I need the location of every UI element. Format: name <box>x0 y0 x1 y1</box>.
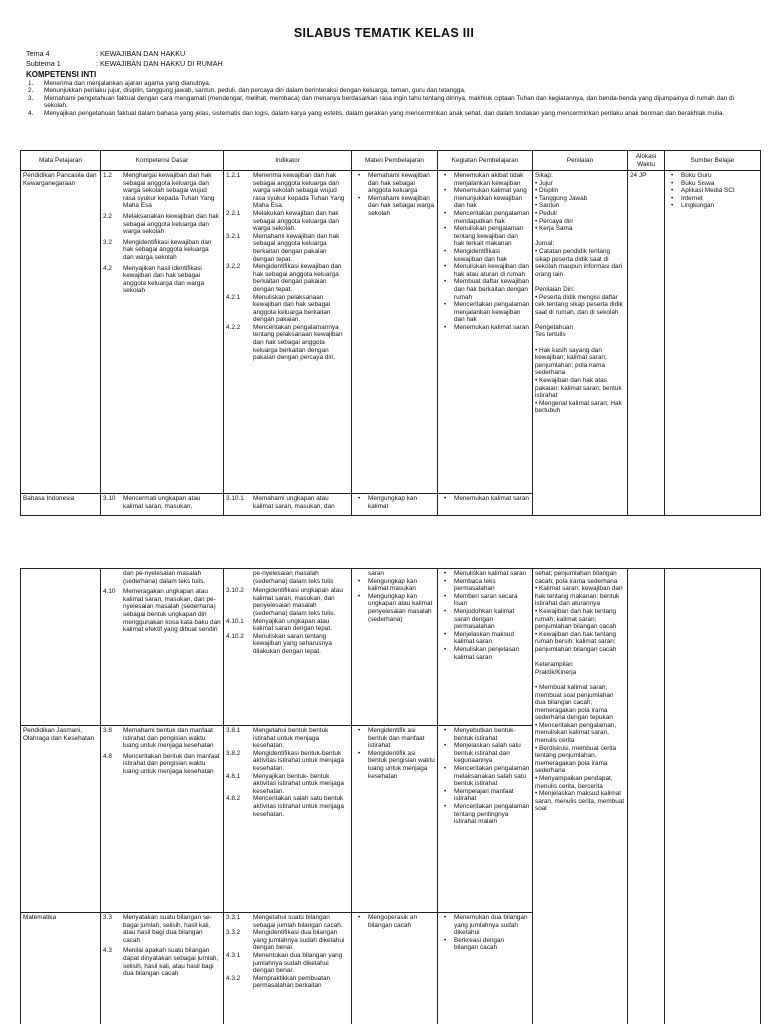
item-code: 3.10.2 <box>226 587 244 595</box>
header-alokasi: Alokasi Waktu <box>628 151 665 171</box>
list-item: • Membaca teks permasalahan <box>454 578 530 593</box>
list-item: • Memberi saran secara lisan <box>454 593 530 608</box>
tema-value: : KEWAJIBAN DAN HAKKU <box>96 49 186 58</box>
item-code: 3.10.1 <box>226 495 244 502</box>
syllabus-sheet-2 <box>0 563 768 1024</box>
tema-label: Tema 4 <box>26 49 50 58</box>
bullet-list <box>354 578 435 624</box>
kompetensi-dasar-item <box>103 753 221 776</box>
mapel-cell: Bahasa Indonesia <box>21 494 101 516</box>
item-code: 3.3 <box>103 914 112 921</box>
item-code: 2.2.1 <box>226 209 241 217</box>
mapel-cell: Matematika <box>21 913 101 1024</box>
item-text: Menyajikan hasil identifikasi kewajiban dan hak sebagai anggota keluarga dan warga sekolah <box>123 264 205 295</box>
kompetensi-dasar-item <box>103 213 221 236</box>
item-text: Mengidentifikasi bentuk-bentuk aktivitas istirahat untuk menjaga kesehatan. <box>253 749 344 772</box>
list-item: • Buku Guru <box>681 172 758 180</box>
list-item: • Menuliskan pengalaman tentang kewajiban dan hak terkait makanan <box>454 225 530 248</box>
kegiatan-cell <box>438 913 533 1024</box>
item-code: 1.2.1 <box>226 172 241 179</box>
item-text: Mengidentifikasi ungkapan atau kalimat saran, masukan, dan penyelesaian masalah (sederhana) dalam teks tulis. <box>253 587 343 617</box>
indikator-item <box>226 929 349 952</box>
ki-number: 4. <box>28 109 34 117</box>
item-code: 3.2 <box>103 238 112 246</box>
item-text: Melaksanakan kewajiban dan hak sebagai anggota keluarga dan warga sekolah <box>123 212 219 236</box>
item-code: 3.3.1 <box>226 914 241 921</box>
list-item: • Menjodohkan kalimat saran dengan permasalahan <box>454 608 530 631</box>
kd-cell <box>101 171 224 494</box>
sumber-cell <box>665 569 761 1024</box>
indikator-cell <box>224 913 352 1024</box>
header-kegiatan: Kegiatan Pembelajaran <box>438 151 533 171</box>
bullet-list <box>667 172 758 210</box>
kompetensi-dasar-item <box>103 495 221 510</box>
bullet-list <box>440 495 530 503</box>
penilaian-cell <box>533 569 628 1024</box>
list-item: • Menuliskan kewajiban dan hak atau aturan di rumah <box>454 263 530 278</box>
list-item: • Memahami kewajiban dan hak sebagai warga sekolah <box>368 195 435 218</box>
list-item: • Mengungkap kan kalimat <box>368 495 435 510</box>
kompetensi-dasar-item <box>103 239 221 262</box>
indikator-item <box>226 914 349 929</box>
indikator-item <box>226 263 349 293</box>
item-code: 4.8 <box>103 752 112 760</box>
kegiatan-cell <box>438 171 533 494</box>
list-item: • Menuliskan penjelasan kalimat saran <box>454 646 530 661</box>
list-item: • Menceritakan pengalaman melaksanakan salah satu bentuk istirahat <box>454 765 530 788</box>
item-text: Mengidentifikasi kewajiban dan hak sebagai anggota keluarga berkaitan dengan pakaian dengan tepat. <box>253 263 342 293</box>
item-code: 3.2.1 <box>226 232 241 240</box>
bullet-list <box>354 727 435 780</box>
item-text: Menerima kewajiban dan hak sebagai anggota keluarga dan warga sekolah sebagai wujud rasa syukur kepada Tuhan Yang Maha Esa. <box>253 172 345 210</box>
item-text: Menceritakan pengalamannya tentang pelaksanaan kewajiban dan hak sebagai anggota keluarga berkaitan dengan pakaian dengan percaya diri. <box>253 323 343 362</box>
ki-text: Menyajikan pengetahuan faktual dalam bahasa yang jelas, sistematis dan logis, dalam karya yang estetis, dalam gerakan yang mencerminkan anak sehat, dan dalam tindakan yang mencerminkan perilaku anak beriman dan berakhlak mulia. <box>44 109 725 117</box>
item-code: 3.8.1 <box>226 727 241 734</box>
materi-cell <box>352 494 438 516</box>
kompetensi-dasar-item <box>103 914 221 944</box>
bullet-list <box>440 727 530 826</box>
materi-continued: saran <box>368 570 384 577</box>
kd-cell <box>101 494 224 516</box>
list-item: • Buku Siswa <box>681 180 758 188</box>
item-code: 3.8 <box>103 727 112 734</box>
indikator-item <box>226 294 349 324</box>
item-text: Menilai apakah suatu bilangan dapat dinyatakan sebagai jumlah, selisih, hasil kali, atau hasil bagi dua bilangan cacah <box>123 947 219 978</box>
item-text: Menyajikan bentuk- bentuk aktivitas istirahat untuk menjaga kesehatan. <box>253 772 344 795</box>
sumber-cell <box>665 171 761 516</box>
kd-list <box>103 588 221 634</box>
item-code: 3.2.2 <box>226 263 241 271</box>
kd-cell <box>101 913 224 1024</box>
indikator-continued: pe-nyelesaian masalah (sederhana) dalam teks tulis <box>253 570 334 585</box>
penilaian-text: Sikap: • Jujur • Displin • Tanggung Jawab • Santun • Peduli • Percaya diri • Kerja Sama Jurnal: • Catatan pendidik tentang sikap peserta didik saat di sekolah maupun informasi dari orang lain Penilaian Diri: • Peserta didik mengisi daftar cek tentang sikap peserta didik saat di rumah, dan di sekolah Pengetahuan Tes tertulis • Hak kasih sayang dan kewajiban; kalimat saran; penjumlahan; pola irama sederhana • Kewajiban dan hak atas pakaian; kalimat saran; bentuk istirahat • Mengenal kalimat saran; Hak bertubuh <box>535 172 623 415</box>
item-text: Memahami kewajiban dan hak sebagai anggota keluarga berkaitan dengan pakaian dengan tepat. <box>253 232 340 263</box>
syllabus-table-2 <box>20 568 761 1024</box>
item-text: Mengidentifikasi kewajiban dan hak sebagai anggota keluarga dan warga sekolah <box>123 238 212 261</box>
item-text: Memahami ungkapan atau kalimat saran, masukan, dan <box>253 495 335 510</box>
kompetensi-dasar-item <box>103 172 221 210</box>
table-row-ppkn <box>21 171 761 494</box>
indikator-item <box>226 324 349 362</box>
item-text: Memahami bentuk dan manfaat istirahat dan pengisian waktu luang untuk menjaga kesehatan <box>123 727 214 750</box>
indikator-cell <box>224 726 352 913</box>
header-materi: Materi Pembelajaran <box>352 151 438 171</box>
indikator-item <box>226 750 349 773</box>
list-item: • Mengidentifikasi kewajiban dan hak <box>454 248 530 263</box>
list-item: • Mengidentifik asi bentuk dan manfaat istirahat <box>368 727 435 750</box>
list-item: • Menemukan kalimat saran <box>454 495 530 503</box>
materi-list <box>354 578 435 624</box>
bullet-list <box>354 495 435 510</box>
indikator-item <box>226 587 349 617</box>
materi-cell <box>352 171 438 494</box>
list-item: • Membuat daftar kewajiban dan hak berkaitan dengan rumah <box>454 278 530 301</box>
list-item: • Lingkungan <box>681 202 758 210</box>
ki-text: Menerima dan menjalankan ajaran agama yang dianutnya. <box>44 80 211 87</box>
indikator-item <box>226 633 349 656</box>
list-item: • Internet <box>681 195 758 203</box>
list-item: • Berkreasi dengan bilangan cacah <box>454 937 530 952</box>
indikator-item <box>226 618 349 633</box>
kompetensi-inti-item <box>26 87 746 94</box>
item-text: Melakukan kewajiban dan hak sebagai anggota keluarga dan warga sekolah. <box>253 209 339 233</box>
item-code: 3.8.2 <box>226 749 241 757</box>
list-item: • Memahami kewajiban dan hak sebagai anggota keluarga <box>368 172 435 195</box>
materi-cell <box>352 726 438 913</box>
materi-cell <box>352 913 438 1024</box>
item-text: Mencermati ungkapan atau kalimat saran, masukan, <box>123 495 201 510</box>
item-text: Memeragakan ungkapan atau kalimat saran, masukan, dan pe-nyelesaian masalah (sederhana) sebagai bentuk ungkapan diri menggunakan kosa kata baku dan kalimat efektif yang dibuat sendiri <box>123 588 221 634</box>
table-row-bahasa-indonesia-cont <box>21 569 761 726</box>
indikator-cell <box>224 171 352 494</box>
kompetensi-dasar-item <box>103 265 221 295</box>
item-code: 4.2.2 <box>226 323 241 331</box>
kompetensi-dasar-item <box>103 588 221 634</box>
list-item: • Menemukan kalimat saran <box>454 324 530 332</box>
item-code: 4.8.2 <box>226 795 241 803</box>
list-item: • Menemukan kalimat yang menunjukkan kewajiban dan hak <box>454 187 530 210</box>
syllabus-table-1 <box>20 150 761 516</box>
kd-cell <box>101 726 224 913</box>
list-item: • Mengoperasik an bilangan cacah <box>368 914 435 929</box>
bullet-list <box>354 172 435 218</box>
item-text: Menceritakan bentuk dan manfaat istirahat dan pengisian waktu luang untuk menjaga kesehatan <box>123 752 220 775</box>
kd-cell <box>101 569 224 726</box>
indikator-item <box>226 773 349 796</box>
ki-number: 1. <box>28 80 34 87</box>
kegiatan-cell <box>438 726 533 913</box>
item-code: 4.10.1 <box>226 617 244 625</box>
item-code: 4.3 <box>103 947 112 955</box>
subtema-label: Subtema 1 <box>26 59 61 68</box>
ki-text: Memahami pengetahuan faktual dengan cara mengamati (mendengar, melihat, membaca) dan menanya berdasarkan rasa ingin tahu tentang dirinya, makhluk ciptaan Tuhan dan kegiatannya, dan benda-benda yang dijumpainya di rumah dan di sekolah. <box>44 94 734 110</box>
item-code: 4.3.1 <box>226 951 241 959</box>
bullet-list <box>440 172 530 331</box>
header-mapel: Mata Pelajaran <box>21 151 101 171</box>
bullet-list <box>354 914 435 929</box>
mapel-cell: Pendidikan Pancasila dan Kewarganegaraan <box>21 171 101 494</box>
subtema-value: : KEWAJIBAN DAN HAKKU DI RUMAH <box>96 59 223 68</box>
list-item: • Mengungkap kan ungkapan atau kalimat penyelesaian masalah (sederhana) <box>368 593 435 623</box>
indikator-item <box>226 172 349 210</box>
list-item: • Menceritakan pengalaman menjalankan kewajiban dan hak <box>454 301 530 324</box>
kompetensi-inti-list <box>26 80 746 117</box>
kompetensi-inti-item <box>26 95 746 110</box>
kompetensi-dasar-item <box>103 727 221 750</box>
bullet-list <box>440 570 530 661</box>
page-title: SILABUS TEMATIK KELAS III <box>293 26 475 40</box>
materi-cell <box>352 569 438 726</box>
header-sumber: Sumber Belajar <box>665 151 761 171</box>
list-item: • Menjelaskan maksud kalimat saran <box>454 631 530 646</box>
item-code: 2.2 <box>103 212 112 220</box>
list-item: • Mempelajari manfaat istirahat <box>454 788 530 803</box>
kompetensi-inti-item <box>26 110 746 117</box>
item-text: Mempraktikkan pembuatan permasalahan berkaitan <box>253 974 331 990</box>
indikator-item <box>226 952 349 975</box>
ki-number: 2. <box>28 87 34 95</box>
penilaian-text: sehat; penjumlahan bilangan cacah; pola irama sederhana • Kalimat saran; kewajiban dan hak tentang makanan; bentuk istirahat dan aturannya • Kewajiban dan hak tentang rumah; kalimat saran; penjumlahan bilangan cacah • Kewajiban dan hak tentang rumah bersih; kalimat saran; penjumlahan bilangan cacah Keterampilan Praktik/Kinerja • Membuat kalimat saran; membuat soal penjumlahan dua bilangan cacah; memeragakan pola irama sederhana dengan tepukan • Menceritakan pengalaman, menuliskan kalimat saran, menulis cerita • Berdiskusi, membuat cerita tentang penjumlahan, memeragakan pola irama sederhana • Menyampaikan pendapat, menulis cerita, bercerita • Menjelaskan maksud kalimat saran, menulis cerita, membuat soal <box>535 570 625 813</box>
penilaian-cell <box>533 171 628 516</box>
alokasi-cell: 24 JP <box>628 171 665 516</box>
header-penilaian: Penilaian <box>533 151 628 171</box>
list-item: • Mengidentifik asi bentuk pengisian waktu luang untuk menjaga kesehatan <box>368 750 435 780</box>
mapel-cell: Pendidikan Jasmani, Olahraga dan Kesehatan <box>21 726 101 913</box>
item-code: 4.8.1 <box>226 772 241 780</box>
item-code: 1.2 <box>103 172 112 179</box>
kegiatan-cell <box>438 569 533 726</box>
item-code: 4.10.2 <box>226 632 244 640</box>
bullet-list <box>440 914 530 952</box>
indikator-cell <box>224 494 352 516</box>
item-code: 3.10 <box>103 495 116 502</box>
list-item: • Menceritakan pengalaman mendapatkan hak <box>454 210 530 225</box>
list-item: • Aplikasi Media SCI <box>681 187 758 195</box>
item-code: 4.10 <box>103 588 116 596</box>
list-item: • Menemukan akibat tidak menjalankan kewajiban <box>454 172 530 187</box>
indikator-item <box>226 495 349 510</box>
item-text: Mengetahui suatu bilangan sebagai jumlah bilangan cacah. <box>253 914 343 929</box>
item-code: 4.3.2 <box>226 974 241 982</box>
header-indikator: Indikator <box>224 151 352 171</box>
item-text: Menyatakan suatu bilangan se-bagai jumlah, selisih, hasil kali, atau hasil bagi dua bilangan cacah <box>123 914 212 944</box>
list-item: • Menuliskan kalimat saran <box>454 570 530 578</box>
list-item: • Mengungkap kan kalimat masukan <box>368 578 435 593</box>
item-text: Menceritakan salah satu bentuk aktivitas istirahat untuk menjaga kesehatan. <box>253 795 344 818</box>
mapel-cell <box>21 569 101 726</box>
kegiatan-cell <box>438 494 533 516</box>
item-text: Menuliskan pelaksanaan kewajiban dan hak sebagai anggota keluarga berkaitan dengan pakaian. <box>253 293 331 324</box>
ki-number: 3. <box>28 94 34 102</box>
kompetensi-dasar-item <box>103 947 221 977</box>
indikator-item <box>226 795 349 818</box>
item-text: Menentukan dua bilangan yang jumlahnya sudah diketahui dengan benar. <box>253 951 343 975</box>
list-item: • Menemukan dua bilangan yang jumlahnya sudah diketahui <box>454 914 530 937</box>
kompetensi-inti-heading: KOMPETENSI INTI <box>26 70 97 79</box>
kompetensi-inti-item <box>26 80 746 87</box>
indikator-list <box>226 587 349 655</box>
list-item: • Menceritakan pengalaman tentang pentingnya istirahat malam <box>454 803 530 826</box>
item-text: Mengetahui bentuk bentuk istirahat untuk menjaga kesehatan. <box>253 727 329 750</box>
item-text: Menghargai kewajiban dan hak sebagai anggota keluarga dan warga sekolah sebagai wujud rasa syukur kepada Tuhan Yang Maha Esa <box>123 172 215 210</box>
indikator-item <box>226 727 349 750</box>
item-text: Mengidentifikasi dua bilangan yang jumlahnya sudah diketahui dengan benar. <box>253 929 345 952</box>
item-code: 4.2 <box>103 264 112 272</box>
list-item: • Menyebutkan bentuk-bentuk istirahat <box>454 727 530 742</box>
indikator-cell <box>224 569 352 726</box>
alokasi-cell <box>628 569 665 1024</box>
item-text: Menyajikan ungkapan atau kalimat saran dengan tepat. <box>253 617 332 633</box>
kd-continued: dan pe-nyelesaian masalah (sederhana) dalam teks tulis. <box>123 570 206 585</box>
ki-text: Menunjukkan perilaku jujur, disiplin, tanggung jawab, santun, peduli, dan percaya diri dalam berinteraksi dengan keluarga, teman, guru dan tetangga. <box>44 87 466 95</box>
item-text: Menuliskan saran tentang kewajiban yang seharusnya dilakukan dengan tepat. <box>253 632 332 655</box>
indikator-item <box>226 210 349 233</box>
header-kompetensi-dasar: Kompetensi Dasar <box>101 151 224 171</box>
item-code: 3.3.2 <box>226 929 241 937</box>
indikator-item <box>226 233 349 263</box>
list-item: • Menjelaskan salah satu bentuk istirahat dan kegunaannya <box>454 742 530 765</box>
indikator-item <box>226 975 349 990</box>
item-code: 4.2.1 <box>226 293 241 301</box>
